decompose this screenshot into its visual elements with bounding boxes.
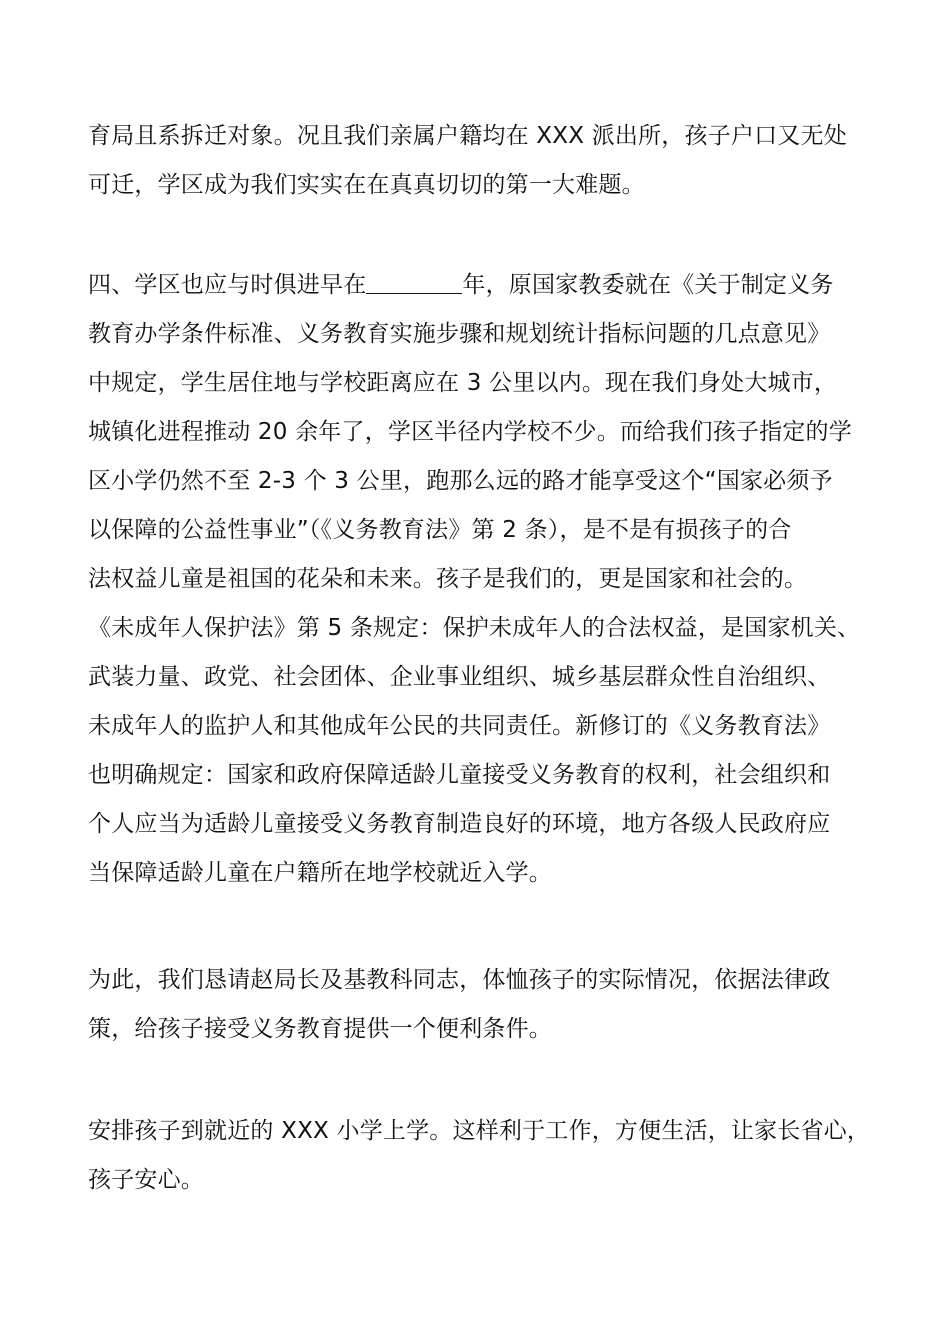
paragraph-request (88, 956, 878, 1054)
text-segment: 四、学区也应与时俱进早在 (88, 272, 367, 298)
fill-in-blank (366, 271, 462, 294)
text-line: 教育办学条件标准、义务教育实施步骤和规划统计指标问题的几点意见》 (88, 321, 831, 347)
text-line: 为此，我们恳请赵局长及基教科同志，体恤孩子的实际情况，依据法律政 (88, 967, 831, 993)
paragraph-arrangement (88, 1107, 878, 1205)
text-line: 当保障适龄儿童在户籍所在地学校就近入学。 (88, 860, 552, 886)
text-line: 也明确规定：国家和政府保障适龄儿童接受义务教育的权利，社会组织和 (88, 762, 831, 788)
paragraph-relocation (88, 112, 878, 210)
text-line-with-blank (88, 261, 878, 310)
text-segment: 年，原国家教委就在《关于制定义务 (462, 272, 834, 298)
text-line: 策，给孩子接受义务教育提供一个便利条件。 (88, 1016, 552, 1042)
text-line: 城镇化进程推动 20 余年了，学区半径内学校不少。而给我们孩子指定的学 (88, 419, 852, 445)
paragraph-school-district (88, 261, 878, 898)
text-line: 可迁，学区成为我们实实在在真真切切的第一大难题。 (88, 172, 645, 198)
text-line: 个人应当为适龄儿童接受义务教育制造良好的环境，地方各级人民政府应 (88, 811, 831, 837)
text-line: 孩子安心。 (88, 1167, 204, 1193)
text-line: 《未成年人保护法》第 5 条规定：保护未成年人的合法权益，是国家机关、 (88, 615, 861, 641)
text-line: 中规定，学生居住地与学校距离应在 3 公里以内。现在我们身处大城市， (88, 370, 838, 396)
text-line: 育局且系拆迁对象。况且我们亲属户籍均在 XXX 派出所，孩子户口又无处 (88, 123, 847, 149)
text-line: 未成年人的监护人和其他成年公民的共同责任。新修订的《义务教育法》 (88, 713, 831, 739)
text-line: 区小学仍然不至 2-3 个 3 公里，跑那么远的路才能享受这个“国家必须予 (88, 468, 833, 494)
text-line: 安排孩子到就近的 XXX 小学上学。这样利于工作，方便生活，让家长省心， (88, 1118, 871, 1144)
text-line: 武装力量、政党、社会团体、企业事业组织、城乡基层群众性自治组织、 (88, 664, 831, 690)
text-line: 以保障的公益性事业”（《义务教育法》第 2 条），是不是有损孩子的合 (88, 517, 792, 543)
text-line: 法权益儿童是祖国的花朵和未来。孩子是我们的，更是国家和社会的。 (88, 566, 808, 592)
